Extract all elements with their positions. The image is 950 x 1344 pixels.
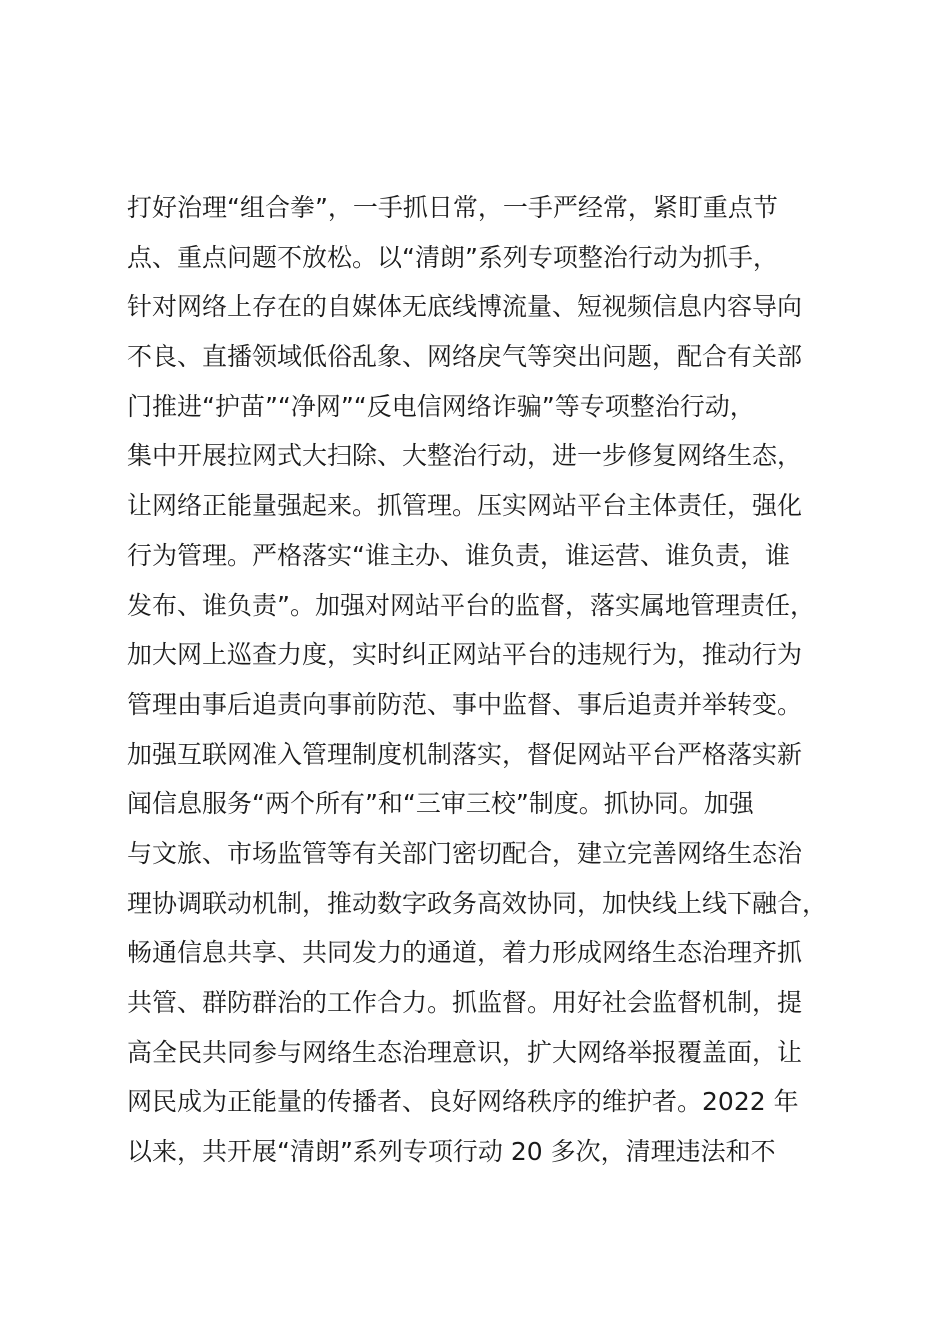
- text-line: 加强互联网准入管理制度机制落实，督促网站平台严格落实新: [127, 739, 803, 769]
- body-paragraph: [127, 183, 847, 1177]
- text-line: 共管、群防群治的工作合力。抓监督。用好社会监督机制，提: [127, 988, 803, 1017]
- text-line: 理协调联动机制，推动数字政务高效协同，加快线上线下融合，: [127, 888, 828, 918]
- text-line: 高全民共同参与网络生态治理意识，扩大网络举报覆盖面，让: [127, 1037, 803, 1067]
- text-line: 以来，共开展“清朗”系列专项行动 20 多次，清理违法和不: [127, 1137, 776, 1167]
- text-line: 发布、谁负责”。加强对网站平台的监督，落实属地管理责任，: [127, 590, 815, 620]
- text-line: 与文旅、市场监管等有关部门密切配合，建立完善网络生态治: [127, 838, 803, 868]
- text-line: 不良、直播领域低俗乱象、网络戾气等突出问题，配合有关部: [127, 342, 803, 372]
- text-line: 畅通信息共享、共同发力的通道，着力形成网络生态治理齐抓: [127, 938, 803, 968]
- text-line: 管理由事后追责向事前防范、事中监督、事后追责并举转变。: [127, 689, 803, 719]
- text-line: 集中开展拉网式大扫除、大整治行动，进一步修复网络生态，: [127, 441, 803, 471]
- text-line: 门推进“护苗”“净网”“反电信网络诈骗”等专项整治行动，: [127, 391, 755, 421]
- text-line: 让网络正能量强起来。抓管理。压实网站平台主体责任，强化: [127, 491, 803, 521]
- text-line: 点、重点问题不放松。以“清朗”系列专项整治行动为抓手，: [127, 242, 778, 272]
- text-line: 闻信息服务“两个所有”和“三审三校”制度。抓协同。加强: [127, 789, 754, 819]
- text-line: 行为管理。严格落实“谁主办、谁负责，谁运营、谁负责，谁: [127, 540, 790, 570]
- text-line: 打好治理“组合拳”，一手抓日常，一手严经常，紧盯重点节: [127, 193, 778, 222]
- text-line: 加大网上巡查力度，实时纠正网站平台的违规行为，推动行为: [127, 640, 803, 670]
- text-line: 针对网络上存在的自媒体无底线博流量、短视频信息内容导向: [127, 292, 803, 322]
- text-line: 网民成为正能量的传播者、良好网络秩序的维护者。2022 年: [127, 1087, 799, 1117]
